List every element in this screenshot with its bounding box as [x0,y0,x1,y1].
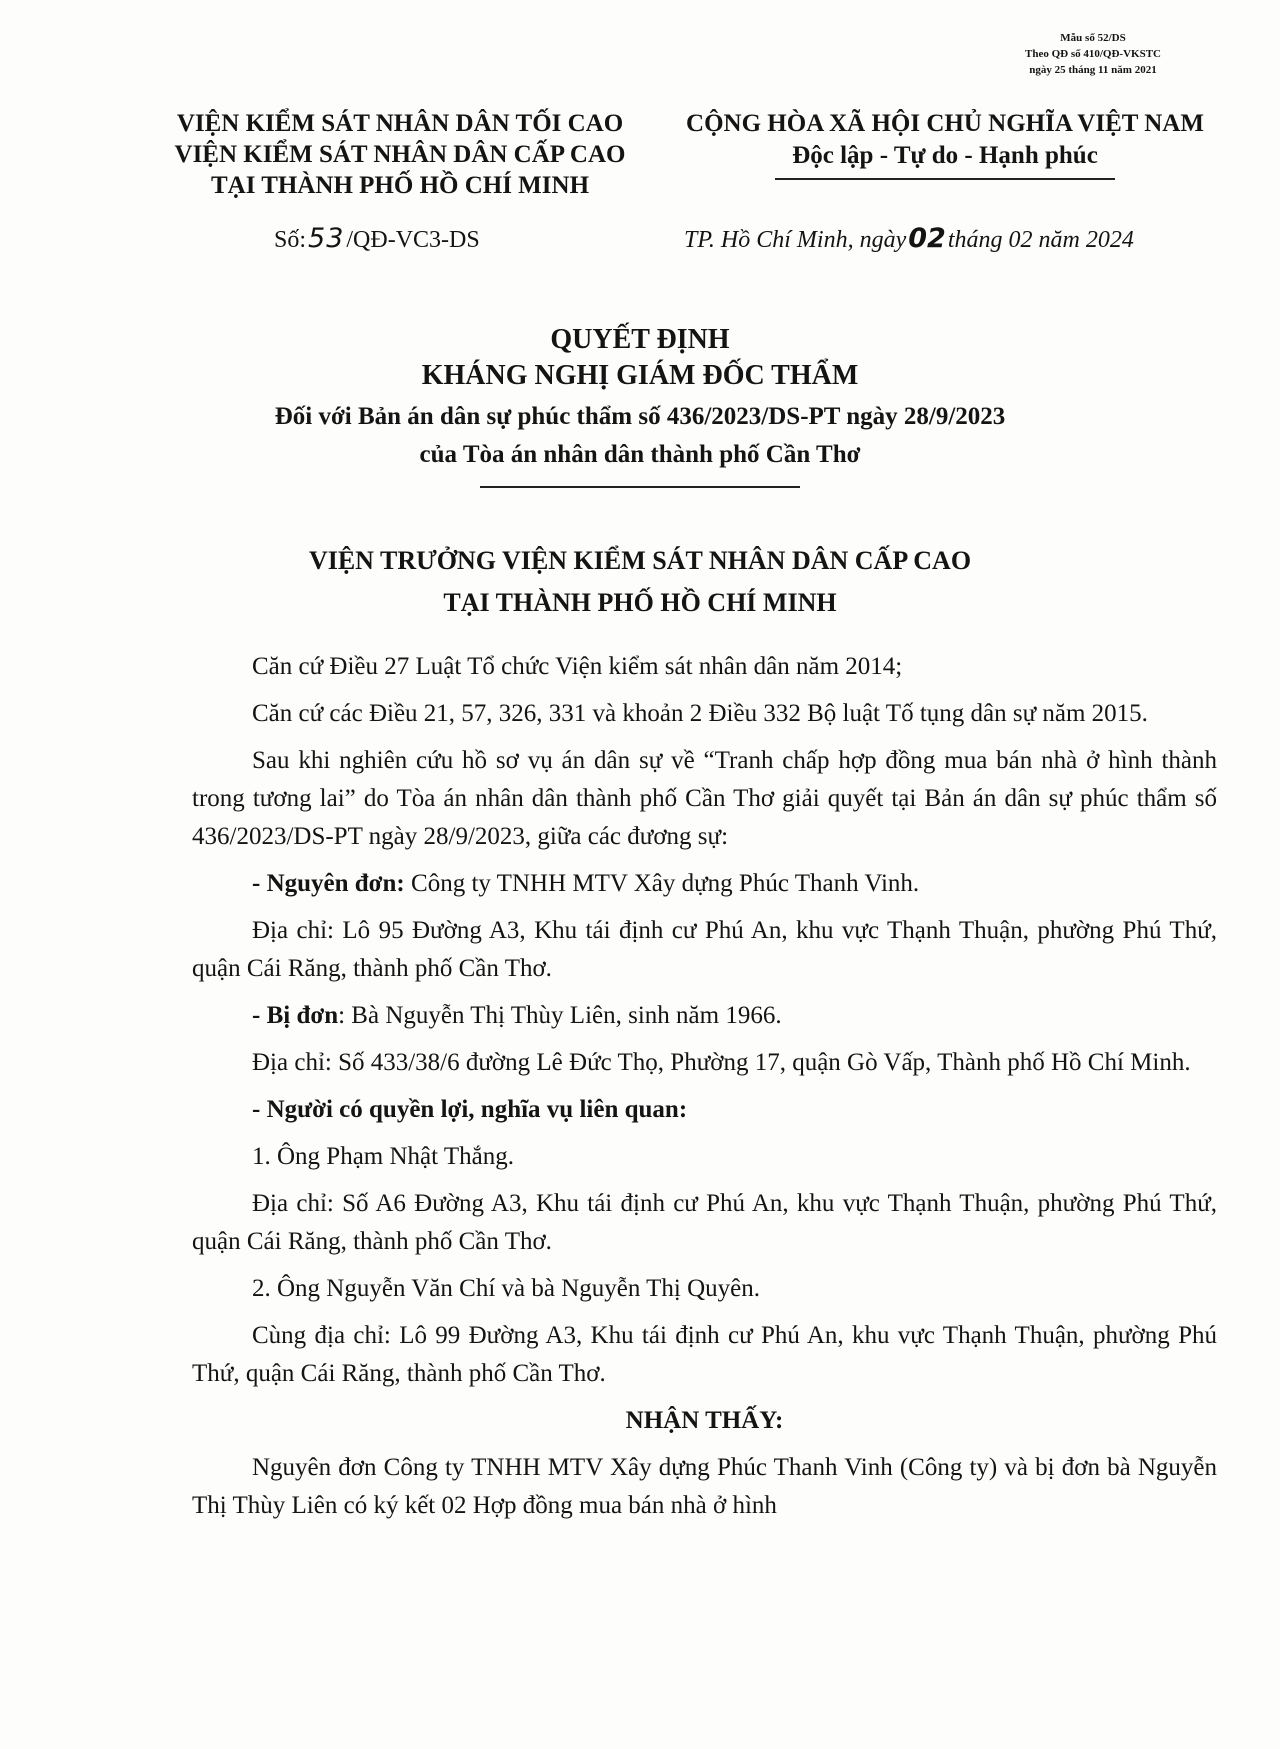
findings-paragraph: Nguyên đơn Công ty TNHH MTV Xây dựng Phúc Thanh Vinh (Công ty) và bị đơn bà Nguyễn Thị Thùy Liên có ký kết 02 Hợp đồng mua bán nhà ở hình [192,1454,1217,1519]
related-party-2-address: Cùng địa chỉ: Lô 99 Đường A3, Khu tái định cư Phú An, khu vực Thạnh Thuận, phường Phú Thứ, quận Cái Răng, thành phố Cần Thơ. [192,1322,1217,1387]
plaintiff-address: Địa chỉ: Lô 95 Đường A3, Khu tái định cư Phú An, khu vực Thạnh Thuận, phường Phú Thứ, quận Cái Răng, thành phố Cần Thơ. [192,917,1217,982]
agency-header [140,108,660,201]
national-motto: Độc lập - Tự do - Hạnh phúc [792,142,1098,169]
agency-line-3: TẠI THÀNH PHỐ HỒ CHÍ MINH [210,172,590,199]
issuer-line-2: TẠI THÀNH PHỐ HỒ CHÍ MINH [443,588,837,617]
form-ref-line-3: ngày 25 tháng 11 năm 2021 [1029,64,1157,76]
title-line-3: Đối với Bản án dân sự phúc thẩm số 436/2023/DS-PT ngày 28/9/2023 [274,403,1006,430]
document-number [274,224,480,255]
related-label: - Người có quyền lợi, nghĩa vụ liên quan: [252,1096,688,1123]
agency-line-2: VIỆN KIỂM SÁT NHÂN DÂN CẤP CAO [174,141,626,168]
form-reference [968,30,1218,78]
doc-date-suffix: tháng 02 năm 2024 [947,227,1134,253]
case-intro: Sau khi nghiên cứu hồ sơ vụ án dân sự về “Tranh chấp hợp đồng mua bán nhà ở hình thành trong tương lai” do Tòa án nhân dân thành phố Cần Thơ giải quyết tại Bản án dân sự phúc thẩm số 436/2023/DS-PT ngày 28/9/2023, giữa các đương sự: [192,747,1217,850]
title-line-2: KHÁNG NGHỊ GIÁM ĐỐC THẨM [421,360,859,391]
defendant-address: Địa chỉ: Số 433/38/6 đường Lê Đức Thọ, Phường 17, quận Gò Vấp, Thành phố Hồ Chí Minh. [252,1049,1191,1076]
form-ref-line-1: Mẫu số 52/DS [1060,32,1126,44]
related-parties-heading [192,1091,1217,1129]
decision-title [190,322,1090,488]
doc-number-value: 53 [308,223,345,254]
doc-date-prefix: TP. Hồ Chí Minh, ngày [684,227,907,253]
issuer-heading [190,540,1090,624]
plaintiff-value: Công ty TNHH MTV Xây dựng Phúc Thanh Vinh. [404,870,920,897]
document-body [192,648,1217,1534]
form-ref-line-2: Theo QĐ số 410/QĐ-VKSTC [1025,48,1161,60]
agency-line-1: VIỆN KIỂM SÁT NHÂN DÂN TỐI CAO [176,110,624,137]
plaintiff [192,865,1217,903]
doc-date-day: 02 [908,223,946,254]
related-party-2: 2. Ông Nguyễn Văn Chí và bà Nguyễn Thị Quyên. [252,1275,761,1302]
title-line-1: QUYẾT ĐỊNH [550,324,730,355]
national-name: CỘNG HÒA XÃ HỘI CHỦ NGHĨA VIỆT NAM [686,110,1204,137]
motto-underline [775,178,1115,180]
defendant-label: - Bị đơn [252,1002,339,1029]
defendant-value: : Bà Nguyễn Thị Thùy Liên, sinh năm 1966. [338,1002,782,1029]
findings-heading: NHẬN THẤY: [625,1407,784,1434]
related-party-1-address: Địa chỉ: Số A6 Đường A3, Khu tái định cư Phú An, khu vực Thạnh Thuận, phường Phú Thứ, quận Cái Răng, thành phố Cần Thơ. [192,1190,1217,1255]
plaintiff-label: - Nguyên đơn: [252,870,405,897]
doc-number-suffix: /QĐ-VC3-DS [346,227,480,253]
legal-basis-1: Căn cứ Điều 27 Luật Tổ chức Viện kiểm sát nhân dân năm 2014; [252,653,903,680]
document-date [684,224,1134,255]
national-header [660,108,1230,180]
issuer-line-1: VIỆN TRƯỞNG VIỆN KIỂM SÁT NHÂN DÂN CẤP CAO [308,546,972,575]
legal-basis-2: Căn cứ các Điều 21, 57, 326, 331 và khoản 2 Điều 332 Bộ luật Tố tụng dân sự năm 2015. [252,700,1148,727]
title-line-4: của Tòa án nhân dân thành phố Cần Thơ [419,441,861,468]
related-party-1: 1. Ông Phạm Nhật Thắng. [252,1143,515,1170]
title-underline [480,486,800,488]
defendant [192,997,1217,1035]
doc-number-prefix: Số: [274,227,307,253]
